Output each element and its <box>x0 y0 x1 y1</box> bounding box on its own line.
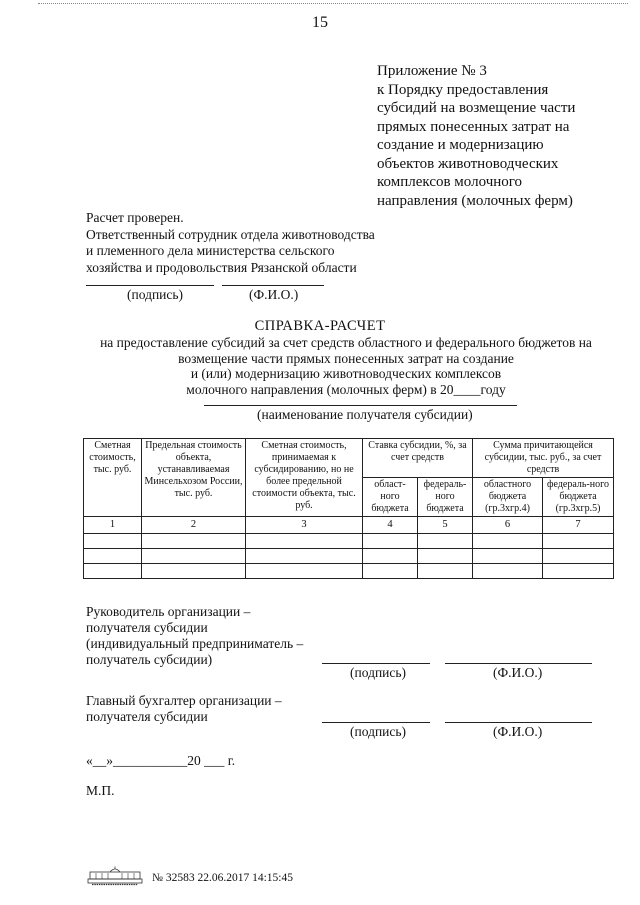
accountant-name-line <box>445 722 592 723</box>
head-line: получатель субсидии) <box>86 652 213 667</box>
column-number-row <box>84 517 614 534</box>
table-cell[interactable] <box>142 549 246 564</box>
appendix-line: создание и модернизацию <box>377 137 544 153</box>
head-signature-caption: (подпись) <box>350 665 407 680</box>
page-number: 15 <box>312 14 328 31</box>
verifier-name-line <box>222 285 324 286</box>
table-cell[interactable] <box>418 549 473 564</box>
calculation-table <box>83 438 614 579</box>
header-rate: Ставка субсидии, %, за счет средств <box>363 439 473 478</box>
appendix-line: объектов животноводческих <box>377 155 559 172</box>
verification-line: хозяйства и продовольствия Рязанской области <box>86 259 357 275</box>
subtitle-line: возмещение части прямых понесенных затрат на создание <box>178 350 514 366</box>
verification-line: Ответственный сотрудник отдела животноводства <box>86 226 375 242</box>
document-subtitle <box>96 335 596 397</box>
government-emblem-icon <box>84 866 146 886</box>
verification-line: и племенного дела министерства сельского <box>86 243 335 258</box>
table-cell[interactable] <box>473 564 543 579</box>
header-rate-federal: федераль-ного бюджета <box>418 478 473 517</box>
subtitle-line: молочного направления (молочных ферм) в 20____году <box>186 381 506 397</box>
table-cell[interactable] <box>142 564 246 579</box>
table-cell[interactable] <box>363 549 418 564</box>
table-cell[interactable] <box>418 564 473 579</box>
table-cell[interactable] <box>473 549 543 564</box>
header-sum-federal: федераль-ного бюджета (гр.3хгр.5) <box>543 478 614 517</box>
header-accepted: Сметная стоимость, принимаемая к субсидированию, но не более предельной стоимости объекта, тыс. руб. <box>246 439 363 517</box>
column-number: 1 <box>84 517 142 534</box>
appendix-line: прямых понесенных затрат на <box>377 118 570 135</box>
table-cell[interactable] <box>246 534 363 549</box>
registration-stamp: № 32583 22.06.2017 14:15:45 <box>152 872 293 884</box>
table-cell[interactable] <box>84 534 142 549</box>
column-number: 7 <box>543 517 614 534</box>
header-sum-regional: областного бюджета (гр.3хгр.4) <box>473 478 543 517</box>
appendix-line: направления (молочных ферм) <box>377 192 573 209</box>
recipient-line <box>204 405 517 406</box>
head-signature-block <box>86 604 303 668</box>
stamp-place: М.П. <box>86 783 115 798</box>
table-cell[interactable] <box>363 564 418 579</box>
appendix-line: к Порядку предоставления <box>377 81 549 98</box>
header-limit: Предельная стоимость объекта, устанавливаемая Минсельхозом России, тыс. руб. <box>142 439 246 517</box>
table-cell[interactable] <box>142 534 246 549</box>
table-cell[interactable] <box>543 549 614 564</box>
table-row <box>84 534 614 549</box>
table-row <box>84 564 614 579</box>
table-cell[interactable] <box>418 534 473 549</box>
column-number: 6 <box>473 517 543 534</box>
verifier-signature-line <box>86 285 214 286</box>
head-line: получателя субсидии <box>86 620 208 635</box>
table-header-row <box>84 439 614 478</box>
table-cell[interactable] <box>363 534 418 549</box>
top-border-dots <box>38 3 628 4</box>
head-name-caption: (Ф.И.О.) <box>493 665 543 680</box>
head-line: (индивидуальный предприниматель – <box>86 636 304 651</box>
header-rate-regional: област-ного бюджета <box>363 478 418 517</box>
column-number: 5 <box>418 517 473 534</box>
appendix-heading <box>377 62 627 210</box>
column-number: 4 <box>363 517 418 534</box>
accountant-signature-block <box>86 693 282 725</box>
accountant-line: Главный бухгалтер организации – <box>86 693 282 708</box>
appendix-line: субсидий на возмещение части <box>377 100 576 116</box>
accountant-signature-line <box>322 722 430 723</box>
column-number: 3 <box>246 517 363 534</box>
header-sum: Сумма причитающейся субсидии, тыс. руб., за счет средств <box>473 439 614 478</box>
header-cost: Сметная стоимость, тыс. руб. <box>84 439 142 517</box>
column-number: 2 <box>142 517 246 534</box>
appendix-line: Приложение № 3 <box>377 63 487 79</box>
table-cell[interactable] <box>246 549 363 564</box>
head-signature-line <box>322 663 430 664</box>
table-cell[interactable] <box>473 534 543 549</box>
verifier-name-caption: (Ф.И.О.) <box>249 287 299 302</box>
table-cell[interactable] <box>84 564 142 579</box>
recipient-caption: (наименование получателя субсидии) <box>257 407 473 422</box>
subtitle-line: и (или) модернизацию животноводческих комплексов <box>190 366 502 381</box>
verification-line: Расчет проверен. <box>86 210 184 225</box>
table-cell[interactable] <box>543 564 614 579</box>
table-cell[interactable] <box>246 564 363 579</box>
table-cell[interactable] <box>84 549 142 564</box>
table-row <box>84 549 614 564</box>
date-line: «__»___________20 ___ г. <box>86 753 236 768</box>
accountant-name-caption: (Ф.И.О.) <box>493 724 543 739</box>
accountant-line: получателя субсидии <box>86 709 208 724</box>
head-name-line <box>445 663 592 664</box>
document-title: СПРАВКА-РАСЧЕТ <box>254 318 386 334</box>
subtitle-line: на предоставление субсидий за счет средств областного и федерального бюджетов на <box>100 335 592 350</box>
table-cell[interactable] <box>543 534 614 549</box>
appendix-line: комплексов молочного <box>377 174 523 190</box>
head-line: Руководитель организации – <box>86 604 251 619</box>
accountant-signature-caption: (подпись) <box>350 724 407 739</box>
verifier-signature-caption: (подпись) <box>127 287 184 302</box>
verification-block <box>86 210 375 276</box>
